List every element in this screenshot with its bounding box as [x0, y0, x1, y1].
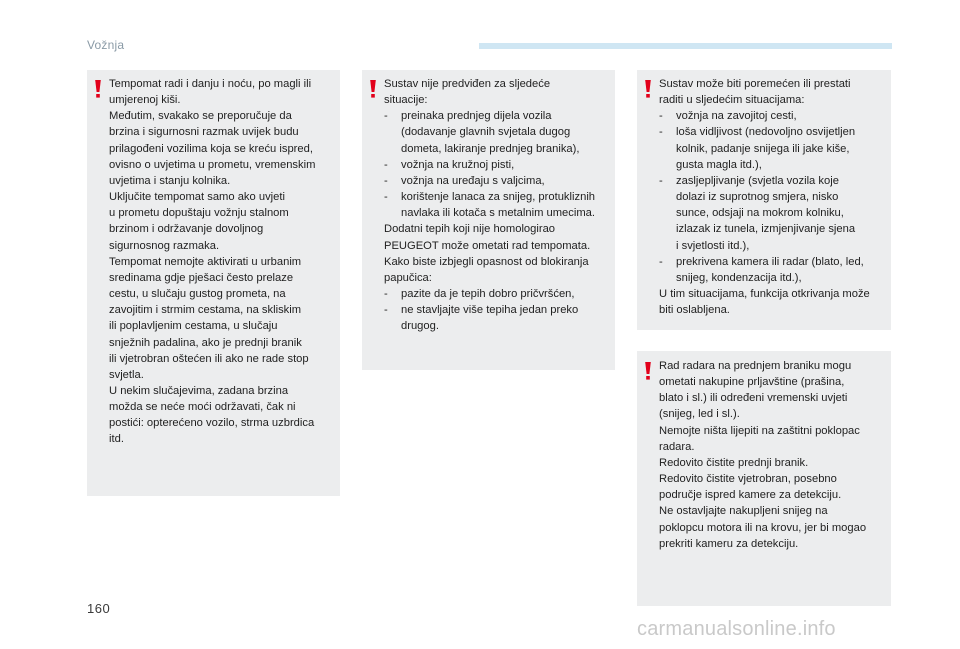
text-line: Tempomat nemojte aktivirati u urbanim [109, 255, 302, 268]
panel-3-text [659, 76, 870, 318]
text-line: brzina i sigurnosni razmak uvijek budu [109, 126, 299, 139]
text-line: snježnih padalina, ako je prednji branik [109, 336, 302, 349]
bullet-continuation: gusta magla itd.), [676, 158, 762, 171]
panel-4-text [659, 358, 866, 552]
text-line: svjetla. [109, 368, 144, 381]
bullet-item: - vožnja na zavojitoj cesti, [659, 110, 797, 123]
bullet-item: - korištenje lanaca za snijeg, protukliznih [384, 191, 596, 204]
text-line: umjerenoj kiši. [109, 94, 181, 107]
watermark: carmanualsonline.info [637, 618, 836, 640]
bullet-text: vožnja na zavojitoj cesti, [676, 110, 797, 123]
text-line: ovisno o uvjetima u prometu, vremenskim [109, 158, 316, 171]
text-line: (snijeg, led i sl.). [659, 408, 740, 421]
text-line: situacije: [384, 94, 428, 107]
text-line: Ne ostavljajte nakupljeni snijeg na [659, 505, 828, 518]
exclamation-mark-icon [92, 79, 104, 99]
bullet-item: - zasljepljivanje (svjetla vozila koje [659, 174, 839, 187]
text-line: Uključite tempomat samo ako uvjeti [109, 191, 285, 204]
text-line: Sustav može biti poremećen ili prestati [659, 78, 851, 90]
header-accent-bar [479, 43, 892, 49]
bullet-item: - preinaka prednjeg dijela vozila [384, 110, 552, 123]
bullet-item: - prekrivena kamera ili radar (blato, led, [659, 255, 864, 268]
text-line: brzinom i održavanje dovoljnog [109, 223, 264, 236]
bullet-continuation: (dodavanje glavnih svjetala dugog [401, 126, 571, 139]
bullet-text: vožnja na kružnoj pisti, [401, 158, 515, 171]
text-line: Dodatni tepih koji nije homologirao [384, 223, 556, 236]
bullet-continuation: izlazak iz tunela, izmjenjivanje sjena [676, 223, 856, 236]
bullet-text: ne stavljajte više tepiha jedan preko [401, 304, 579, 317]
bullet-continuation: dolazi iz suprotnog smjera, nisko [676, 191, 839, 204]
text-line: biti oslabljena. [659, 304, 730, 317]
bullet-item: - ne stavljajte više tepiha jedan preko [384, 304, 579, 317]
page-number: 160 [87, 601, 111, 616]
text-line: cestu, u slučaju gustog prometa, na [109, 288, 286, 301]
panel-2-text [384, 76, 595, 335]
exclamation-mark-icon [642, 79, 654, 99]
exclamation-mark-icon [642, 361, 654, 381]
text-line: papučica: [384, 271, 432, 284]
text-line: ili poplavljenim cestama, u slučaju [109, 320, 278, 333]
bullet-text: pazite da je tepih dobro pričvršćen, [401, 288, 575, 301]
bullet-text: korištenje lanaca za snijeg, protukliznih [401, 191, 596, 204]
bullet-item: - vožnja na kružnoj pisti, [384, 158, 515, 171]
text-line: u prometu dopuštaju vožnju stalnom [109, 207, 289, 220]
bullet-text: vožnja na uređaju s valjcima, [401, 174, 545, 187]
text-line: zavojitim i strmim cestama, na skliskim [109, 304, 302, 317]
bullet-continuation: i svjetlosti itd.), [676, 239, 750, 252]
text-line: blato i sl.) ili određeni vremenski uvjeti [659, 392, 848, 405]
text-line: ometati nakupine prljavštine (prašina, [659, 376, 845, 389]
bullet-continuation: snijeg, kondenzacija itd.), [676, 271, 802, 284]
text-line: prekriti kameru za detekciju. [659, 537, 799, 550]
text-line: U tim situacijama, funkcija otkrivanja može [659, 288, 870, 301]
bullet-continuation: sunce, odsjaji na mokrom kolniku, [676, 207, 844, 220]
bullet-continuation: drugog. [401, 320, 439, 333]
bullet-text: loša vidljivost (nedovoljno osvijetljen [676, 126, 856, 139]
text-line: uvjetima i stanju kolnika. [109, 174, 231, 187]
text-line: sredinama gdje pješaci često prelaze [109, 271, 294, 284]
bullet-continuation: navlaka ili kotača s metalnim umecima. [401, 207, 595, 220]
text-line: ili vjetrobran oštećen ili ako ne rade stop [109, 352, 309, 365]
text-line: možda se neće moći održavati, čak ni [109, 401, 296, 414]
text-line: PEUGEOT može ometati rad tempomata. [384, 239, 591, 252]
text-line: prilagođeni vozilima koja se kreću ispred, [109, 142, 313, 155]
text-line: postići: opterećeno vozilo, strma uzbrdica [109, 417, 315, 430]
section-title: Vožnja [87, 38, 125, 52]
panel-1-text [109, 76, 315, 448]
bullet-text: preinaka prednjeg dijela vozila [401, 110, 552, 123]
text-line: Međutim, svakako se preporučuje da [109, 110, 292, 123]
exclamation-mark-icon [367, 79, 379, 99]
bullet-text: zasljepljivanje (svjetla vozila koje [676, 174, 839, 187]
bullet-item: - pazite da je tepih dobro pričvršćen, [384, 288, 575, 301]
text-line: radara. [659, 440, 695, 453]
bullet-continuation: kolnik, padanje snijega ili jake kiše, [676, 142, 850, 155]
bullet-item: - vožnja na uređaju s valjcima, [384, 174, 545, 187]
text-line: raditi u sljedećim situacijama: [659, 94, 805, 107]
text-line: Kako biste izbjegli opasnost od blokiranja [384, 255, 589, 268]
text-line: sigurnosnog razmaka. [109, 239, 220, 252]
text-line: Rad radara na prednjem braniku mogu [659, 360, 852, 372]
text-line: područje ispred kamere za detekciju. [659, 489, 842, 502]
bullet-text: prekrivena kamera ili radar (blato, led, [676, 255, 864, 268]
text-line: U nekim slučajevima, zadana brzina [109, 384, 289, 397]
bullet-item: - loša vidljivost (nedovoljno osvijetljen [659, 126, 856, 139]
text-line: Redovito čistite prednji branik. [659, 456, 809, 469]
text-line: Redovito čistite vjetrobran, posebno [659, 473, 837, 486]
text-line: poklopcu motora ili na krovu, jer bi mogao [659, 521, 867, 534]
text-line: Sustav nije predviđen za sljedeće [384, 78, 551, 90]
text-line: itd. [109, 433, 124, 446]
text-line: Tempomat radi i danju i noću, po magli ili [109, 78, 312, 90]
bullet-continuation: dometa, lakiranje prednjeg branika), [401, 142, 580, 155]
text-line: Nemojte ništa lijepiti na zaštitni poklopac [659, 424, 860, 437]
